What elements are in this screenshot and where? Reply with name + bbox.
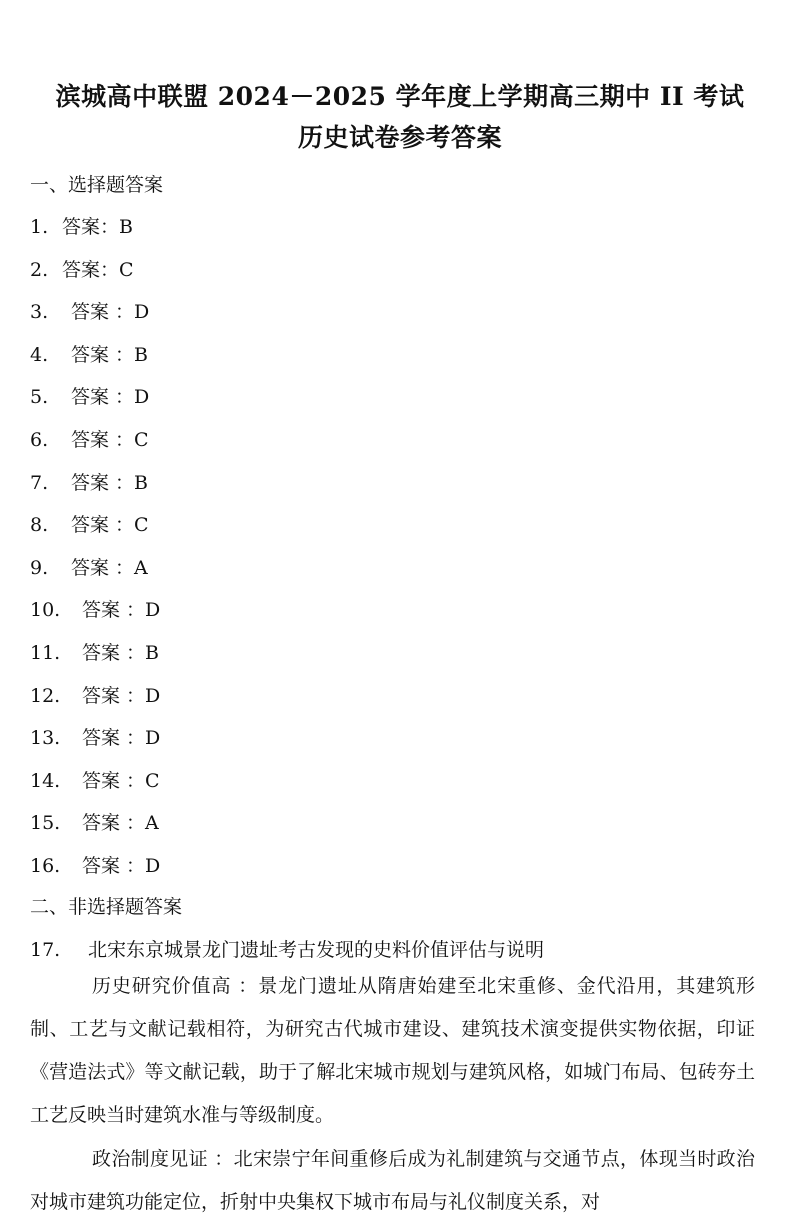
- answer-label: 答案 ：: [82, 727, 146, 750]
- answer-choice: B: [134, 343, 149, 366]
- answer-row: [30, 510, 149, 537]
- document-title: 滨城高中联盟 2024－2025 学年度上学期高三期中 II 考试: [55, 82, 745, 111]
- answer-choice: C: [134, 429, 149, 451]
- answer-number: 5.: [30, 386, 49, 409]
- answer-number: 3.: [30, 301, 49, 324]
- answer-paragraph-2: 政治制度见证 ：北宋崇宁年间重修后成为礼制建筑与交通节点，体现当时政治对城市建筑功能定位，折射中央集权下城市布局与礼仪制度关系，对: [30, 1148, 755, 1213]
- answer-label: 答案 ：: [71, 471, 135, 494]
- answer-choice: C: [134, 514, 149, 537]
- answer-label: 答案 ：: [71, 343, 135, 366]
- answer-number: 8.: [30, 514, 49, 537]
- answer-row: [30, 297, 149, 324]
- answer-row: [30, 468, 148, 495]
- answer-row: [30, 766, 160, 793]
- answer-number: 6.: [30, 429, 49, 451]
- answer-number: 12.: [30, 684, 61, 707]
- answer-choice: C: [145, 769, 160, 792]
- answer-row: [30, 212, 133, 239]
- answer-label: 答案 ：: [82, 684, 146, 707]
- answer-row: [30, 723, 160, 750]
- answer-number: 7.: [30, 471, 49, 494]
- answer-number: 1.: [30, 216, 49, 238]
- answer-choice: D: [134, 301, 150, 324]
- answer-row: [30, 340, 148, 367]
- answer-label: 答案 ：: [82, 642, 146, 664]
- answer-choice: B: [145, 642, 160, 664]
- answer-label: 答案 ：: [71, 301, 135, 324]
- document-subtitle: 历史试卷参考答案: [297, 123, 502, 152]
- answer-row: [30, 851, 160, 878]
- answer-number: 16.: [30, 855, 61, 877]
- answer-label: 答案：: [62, 216, 120, 238]
- answer-row: [30, 425, 149, 452]
- answer-choice: A: [145, 812, 159, 835]
- answer-row: [30, 382, 149, 409]
- question-number: 17.: [30, 939, 61, 961]
- answer-number: 2.: [30, 258, 49, 281]
- section-heading-nonchoice: 二、非选择题答案: [30, 896, 183, 918]
- answer-label: 答案 ：: [71, 429, 135, 451]
- answer-choice: D: [145, 599, 161, 622]
- answer-choice: A: [134, 556, 148, 579]
- section-heading-choice: 一、选择题答案: [30, 174, 164, 196]
- answer-row: [30, 255, 134, 282]
- answer-choice: D: [145, 727, 161, 750]
- answer-label: 答案 ：: [82, 855, 146, 877]
- answer-label: 答案 ：: [71, 514, 135, 537]
- answer-number: 11.: [30, 642, 61, 664]
- answer-choice: D: [134, 386, 150, 409]
- answer-row: [30, 681, 160, 708]
- answer-number: 4.: [30, 343, 49, 366]
- answer-number: 15.: [30, 812, 61, 835]
- answer-choice: D: [145, 684, 161, 707]
- question-title: 北宋东京城景龙门遗址考古发现的史料价值评估与说明: [88, 939, 545, 961]
- answer-choice: B: [119, 216, 133, 238]
- answer-label: 答案 ：: [82, 769, 146, 792]
- answer-choice: B: [134, 471, 149, 494]
- answer-label: 答案 ：: [71, 386, 135, 409]
- answer-row: [30, 595, 160, 622]
- answer-label: 答案 ：: [82, 599, 146, 622]
- answer-label: 答案 ：: [71, 556, 135, 579]
- answer-row: [30, 808, 159, 835]
- answer-number: 13.: [30, 727, 61, 750]
- answer-number: 10.: [30, 599, 61, 622]
- answer-row: [30, 553, 148, 580]
- answer-number: 14.: [30, 769, 61, 792]
- answer-label: 答案 ：: [82, 812, 146, 835]
- answer-number: 9.: [30, 556, 49, 579]
- answer-choice: D: [145, 855, 161, 877]
- answer-label: 答案：: [62, 258, 120, 281]
- answer-row: [30, 638, 159, 665]
- question-17-title-row: [30, 935, 544, 962]
- answer-choice: C: [119, 258, 134, 281]
- answer-paragraph-1: 历史研究价值高 ：景龙门遗址从隋唐始建至北宋重修、金代沿用，其建筑形制、工艺与文献记载相符，为研究古代城市建设、建筑技术演变提供实物依据，印证《营造法式》等文献记载，助于了解北宋城市规划与建筑风格，如城门布局、包砖夯土工艺反映当时建筑水准与等级制度。: [30, 975, 755, 1126]
